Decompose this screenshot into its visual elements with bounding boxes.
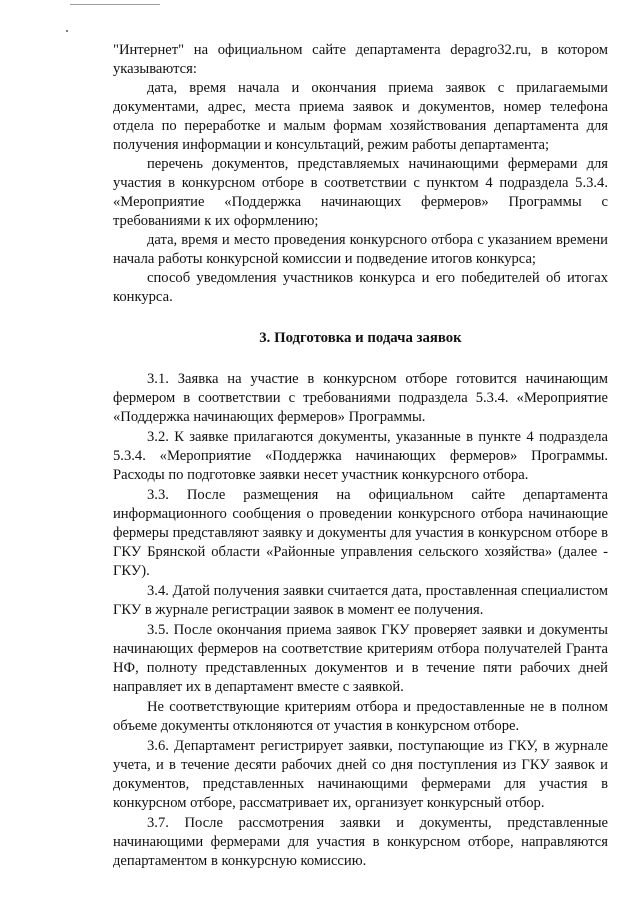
paragraph-intro: "Интернет" на официальном сайте департамента depagro32.ru, в котором указываются: xyxy=(113,42,608,77)
section-heading: 3. Подготовка и подача заявок xyxy=(259,330,462,346)
scan-artifact-dot xyxy=(66,30,68,32)
paragraph-selection-date: дата, время и место проведения конкурсного отбора с указанием времени начала работы конкурсной комиссии и подведение итогов конкурса; xyxy=(113,232,608,267)
scan-artifact-line xyxy=(70,4,160,5)
paragraph-dates: дата, время начала и окончания приема заявок с прилагаемыми документами, адрес, места приема заявок и документов, номер телефона отдела по переработке и малым формам хозяйствования департамента для получения информации и консультаций, режим работы департамента; xyxy=(113,80,608,153)
paragraph-3-3: 3.3. После размещения на официальном сайте департамента информационного сообщения о проведении конкурсного отбора начинающие фермеры представляют заявку и документы для участия в конкурсном отборе в ГКУ Брянской области «Районные управления сельского хозяйства» (далее - ГКУ). xyxy=(113,487,608,579)
paragraph-documents-list: перечень документов, представляемых начинающими фермерами для участия в конкурсном отборе в соответствии с пунктом 4 подраздела 5.3.4. «Мероприятие «Поддержка начинающих фермеров» Программы с требованиями к их оформлению; xyxy=(113,156,608,229)
paragraph-3-7: 3.7. После рассмотрения заявки и документы, представленные начинающими фермерами для участия в конкурсном отборе, направляются департаментом в конкурсную комиссию. xyxy=(113,815,608,869)
paragraph-3-2: 3.2. К заявке прилагаются документы, указанные в пункте 4 подраздела 5.3.4. «Мероприятие «Поддержка начинающих фермеров» Программы. Расходы по подготовке заявки несет участник конкурсного отбора. xyxy=(113,429,608,483)
paragraph-rejection: Не соответствующие критериям отбора и предоставленные не в полном объеме документы отклоняются от участия в конкурсном отборе. xyxy=(113,699,608,734)
document-page xyxy=(113,41,608,871)
paragraph-3-1: 3.1. Заявка на участие в конкурсном отборе готовится начинающим фермером в соответствии с требованиями подраздела 5.3.4. «Мероприятие «Поддержка начинающих фермеров» Программы. xyxy=(113,371,608,425)
paragraph-3-4: 3.4. Датой получения заявки считается дата, проставленная специалистом ГКУ в журнале регистрации заявок в момент ее получения. xyxy=(113,583,608,618)
paragraph-3-5: 3.5. После окончания приема заявок ГКУ проверяет заявки и документы начинающих фермеров на соответствие критериям отбора получателей Гранта НФ, полноту представленных документов и в течение пяти рабочих дней направляет их в департамент вместе с заявкой. xyxy=(113,622,608,695)
paragraph-notification: способ уведомления участников конкурса и его победителей об итогах конкурса. xyxy=(113,270,608,305)
paragraph-3-6: 3.6. Департамент регистрирует заявки, поступающие из ГКУ, в журнале учета, и в течение десяти рабочих дней со дня поступления из ГКУ заявок и документов, представленных начинающими фермерами для участия в конкурсном отборе, рассматривает их, организует конкурсный отбор. xyxy=(113,738,608,811)
